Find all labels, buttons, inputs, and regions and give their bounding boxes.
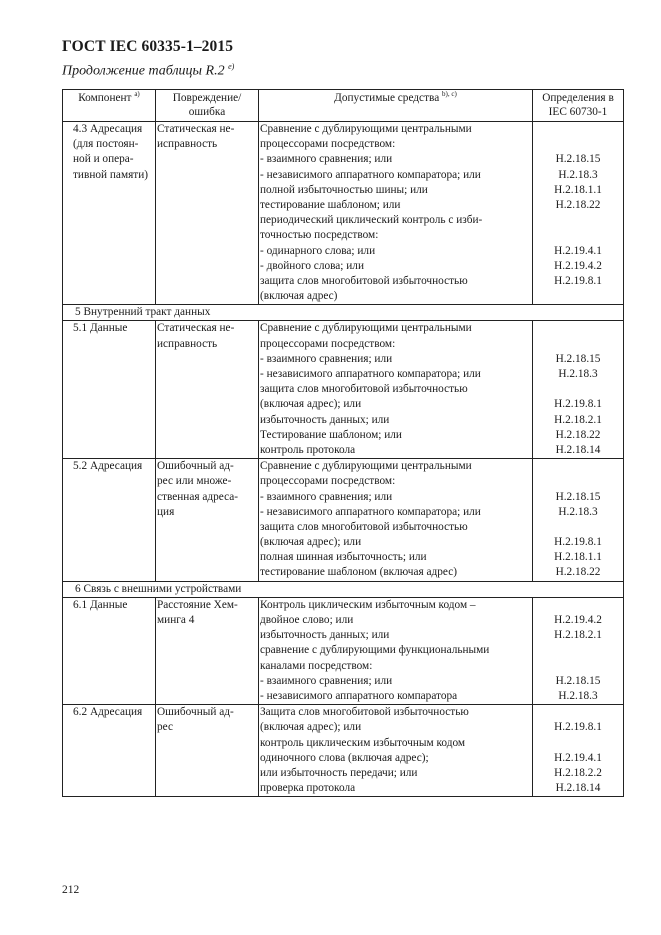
measure-line: точностью посредством: [260,229,379,242]
measure-line: одиночного слова (включая адрес); [260,751,429,764]
definition-reference: H.2.18.3 [558,368,598,381]
definition-reference: H.2.18.1.1 [554,551,602,564]
definition-reference: H.2.18.22 [555,428,601,441]
definition-reference [534,228,622,243]
measure-line: каналами посредством: [260,659,373,672]
measure-line: периодический циклический контроль с изби- [260,214,483,227]
definition-reference [534,137,622,152]
component-cell: 4.3 Адресация (для постоян- ной и опера- тивной памяти) [63,122,156,305]
section-heading-row [63,581,624,597]
measure-line: Контроль циклическим избыточным кодом – [260,598,476,611]
component-cell: 6.1 Данные [63,597,156,704]
damage-cell: Ошибочный ад- рес или множе- ственная адреса- ция [156,459,259,582]
measures-cell [259,122,533,305]
definition-reference [534,520,622,535]
definition-reference [534,122,622,137]
measure-line: избыточность данных; или [260,413,390,426]
measure-line: - независимого аппаратного компаратора; или [260,505,481,518]
definition-reference: H.2.18.1.1 [554,183,602,196]
measure-line: защита слов многобитовой избыточностью [260,520,468,533]
measure-line: тестирование шаблоном; или [260,198,401,211]
definition-reference [534,382,622,397]
section-heading: 5 Внутренний тракт данных [63,305,624,321]
definition-reference: H.2.18.22 [555,198,601,211]
measure-line: (включая адрес); или [260,721,362,734]
section-heading-row [63,305,624,321]
caption-text: Продолжение таблицы R.2 [62,63,225,79]
component-cell: 5.2 Адресация [63,459,156,582]
page-number: 212 [62,884,80,896]
component-cell: 6.2 Адресация [63,705,156,797]
measure-line: процессорами посредством: [260,337,396,350]
damage-cell: Статическая не- исправность [156,122,259,305]
measures-cell [259,321,533,459]
damage-cell: Расстояние Хем- минга 4 [156,597,259,704]
document-title: ГОСТ IEC 60335-1–2015 [62,38,234,55]
measure-line: - одинарного слова; или [260,244,376,257]
measure-line: - двойного слова; или [260,259,364,272]
component-cell: 5.1 Данные [63,321,156,459]
definitions-cell [533,122,624,305]
measure-line: (включая адрес) [260,290,338,303]
definition-reference [534,705,622,720]
definitions-cell [533,321,624,459]
table-row [63,705,624,797]
measure-line: Сравнение с дублирующими центральными [260,460,472,473]
table-continuation-caption [62,62,234,80]
definition-reference: H.2.18.3 [558,505,598,518]
measure-line: (включая адрес); или [260,398,362,411]
measure-line: Сравнение с дублирующими центральными [260,123,472,135]
table-row [63,597,624,704]
definition-reference: H.2.19.8.1 [554,274,602,287]
measure-line: процессорами посредством: [260,138,396,151]
table-row [63,459,624,582]
column-header-component: Компонент $^{a)}$ [63,90,156,122]
definition-reference: H.2.19.4.2 [554,259,602,272]
measure-line: Тестирование шаблоном; или [260,428,402,441]
table-header-row [63,90,624,122]
table-row [63,321,624,459]
table-body [63,122,624,797]
definition-reference: H.2.18.2.1 [554,629,602,642]
definition-reference: H.2.18.15 [555,674,601,687]
measures-cell [259,705,533,797]
definition-reference: H.2.18.22 [555,566,601,579]
definition-reference: H.2.18.15 [555,153,601,166]
definition-reference: H.2.19.4.1 [554,751,602,764]
measure-line: избыточность данных; или [260,629,390,642]
caption-footnote-mark: e) [228,62,235,71]
column-header-damage: Повреждение/ ошибка [156,90,259,122]
definition-reference [534,659,622,674]
measure-line: или избыточность передачи; или [260,766,418,779]
definition-reference: H.2.19.8.1 [554,721,602,734]
definitions-cell [533,459,624,582]
definition-reference: H.2.18.14 [555,443,601,456]
measure-line: полная шинная избыточность; или [260,551,427,564]
definition-reference [534,321,622,336]
definition-reference [534,598,622,613]
column-header-definitions: Определения в IEC 60730-1 [533,90,624,122]
definition-reference [534,643,622,658]
measure-line: защита слов многобитовой избыточностью [260,274,468,287]
damage-cell: Ошибочный ад- рес [156,705,259,797]
definition-reference [534,213,622,228]
definition-reference [534,736,622,751]
definition-reference: H.2.18.14 [555,782,601,795]
definition-reference: H.2.19.4.2 [554,614,602,627]
definition-reference [534,289,622,304]
column-header-measures: Допустимые средства $^{b), c)}$ [259,90,533,122]
definition-reference: H.2.19.4.1 [554,244,602,257]
definition-reference: H.2.18.3 [558,689,598,702]
measure-line: - взаимного сравнения; или [260,352,393,365]
definitions-cell [533,597,624,704]
definition-reference [534,459,622,474]
measures-cell [259,597,533,704]
definition-reference: H.2.18.15 [555,352,601,365]
measure-line: контроль протокола [260,443,356,456]
measure-line: Защита слов многобитовой избыточностью [260,706,469,719]
measure-line: тестирование шаблоном (включая адрес) [260,566,458,579]
measure-line: - взаимного сравнения; или [260,153,393,166]
measure-line: сравнение с дублирующими функциональными [260,644,490,657]
measure-line: процессорами посредством: [260,475,396,488]
measure-line: (включая адрес); или [260,536,362,549]
measures-cell [259,459,533,582]
measure-line: Сравнение с дублирующими центральными [260,322,472,335]
measure-line: полной избыточностью шины; или [260,183,428,196]
table-row [63,122,624,305]
definition-reference: H.2.18.2.1 [554,413,602,426]
requirements-table [62,89,624,797]
measure-line: - взаимного сравнения; или [260,674,393,687]
measure-line: - независимого аппаратного компаратора [260,689,458,702]
section-heading: 6 Связь с внешними устройствами [63,581,624,597]
measure-line: защита слов многобитовой избыточностью [260,383,468,396]
measure-line: проверка протокола [260,782,356,795]
definition-reference [534,337,622,352]
definition-reference: H.2.18.3 [558,168,598,181]
definition-reference: H.2.18.15 [555,490,601,503]
measure-line: - независимого аппаратного компаратора; или [260,168,481,181]
measure-line: двойное слово; или [260,614,354,627]
definition-reference: H.2.19.8.1 [554,536,602,549]
damage-cell: Статическая не- исправность [156,321,259,459]
measure-line: - взаимного сравнения; или [260,490,393,503]
measure-line: - независимого аппаратного компаратора; или [260,368,481,381]
definition-reference: H.2.19.8.1 [554,398,602,411]
definition-reference: H.2.18.2.2 [554,766,602,779]
definitions-cell [533,705,624,797]
definition-reference [534,474,622,489]
measure-line: контроль циклическим избыточным кодом [260,736,466,749]
